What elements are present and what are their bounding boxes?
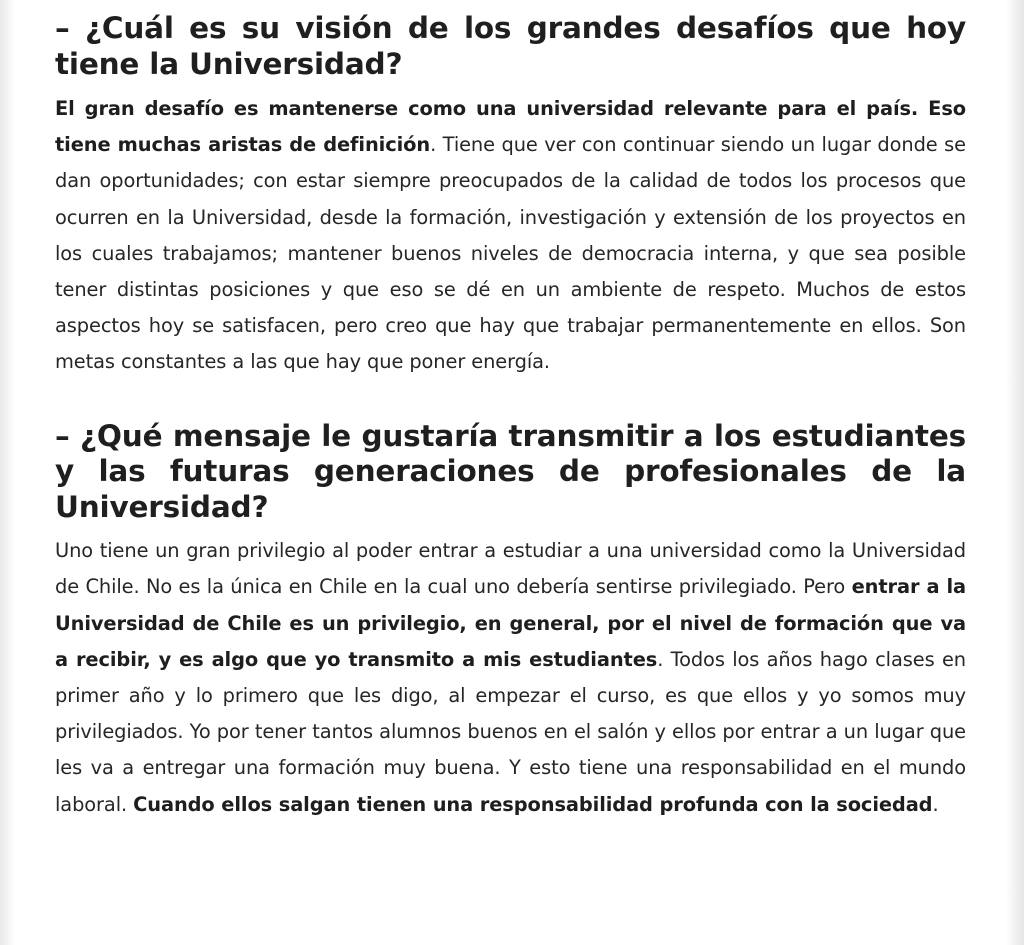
answer-1-text: . Tiene que ver con continuar siendo un lugar donde se dan oportunidades; con estar siempre preocupados de la calidad de todos los procesos que ocurren en la Universidad, desde la formación, investigación y extensión de los proyectos en los cuales trabajamos; mantener buenos niveles de democracia interna, y que sea posible tener distintas posiciones y que eso se dé en un ambiente de respeto. Muchos de estos aspectos hoy se satisfacen, pero creo que hay que trabajar permanentemente en ellos. Son metas constantes a las que hay que poner energía. <box>55 133 966 374</box>
article-body <box>55 10 966 823</box>
question-heading-2: – ¿Qué mensaje le gustaría transmitir a los estudiantes y las futuras generaciones de profesionales de la Universidad? <box>55 418 966 524</box>
answer-paragraph-2 <box>55 533 966 823</box>
answer-2-bold-text-1: entrar a la Universidad de Chile es un privilegio, en general, por el nivel de formación que va a recibir, y es algo que yo transmito a mis estudiantes <box>55 575 966 671</box>
answer-2-text-1: Uno tiene un gran privilegio al poder entrar a estudiar a una universidad como la Universidad de Chile. No es la única en Chile en la cual uno debería sentirse privilegiado. Pero <box>55 539 966 599</box>
right-scrollbar-track <box>1006 0 1024 945</box>
question-heading-1: – ¿Cuál es su visión de los grandes desafíos que hoy tiene la Universidad? <box>55 11 966 81</box>
left-page-shadow <box>0 0 15 945</box>
answer-2-text-2: . Todos los años hago clases en primer año y lo primero que les digo, al empezar el curso, es que ellos y yo somos muy privilegiados. Yo por tener tantos alumnos buenos en el salón y ellos por entrar a un lugar que les va a entregar una formación muy buena. Y esto tiene una responsabilidad en el mundo laboral. <box>55 647 966 816</box>
answer-2-text-3: . <box>932 792 939 816</box>
answer-2-bold-text-2: Cuando ellos salgan tienen una responsabilidad profunda con la sociedad <box>133 792 933 816</box>
answer-1-bold-text: El gran desafío es mantenerse como una universidad relevante para el país. Eso tiene muchas aristas de definición <box>55 97 966 157</box>
answer-paragraph-1 <box>55 91 966 381</box>
